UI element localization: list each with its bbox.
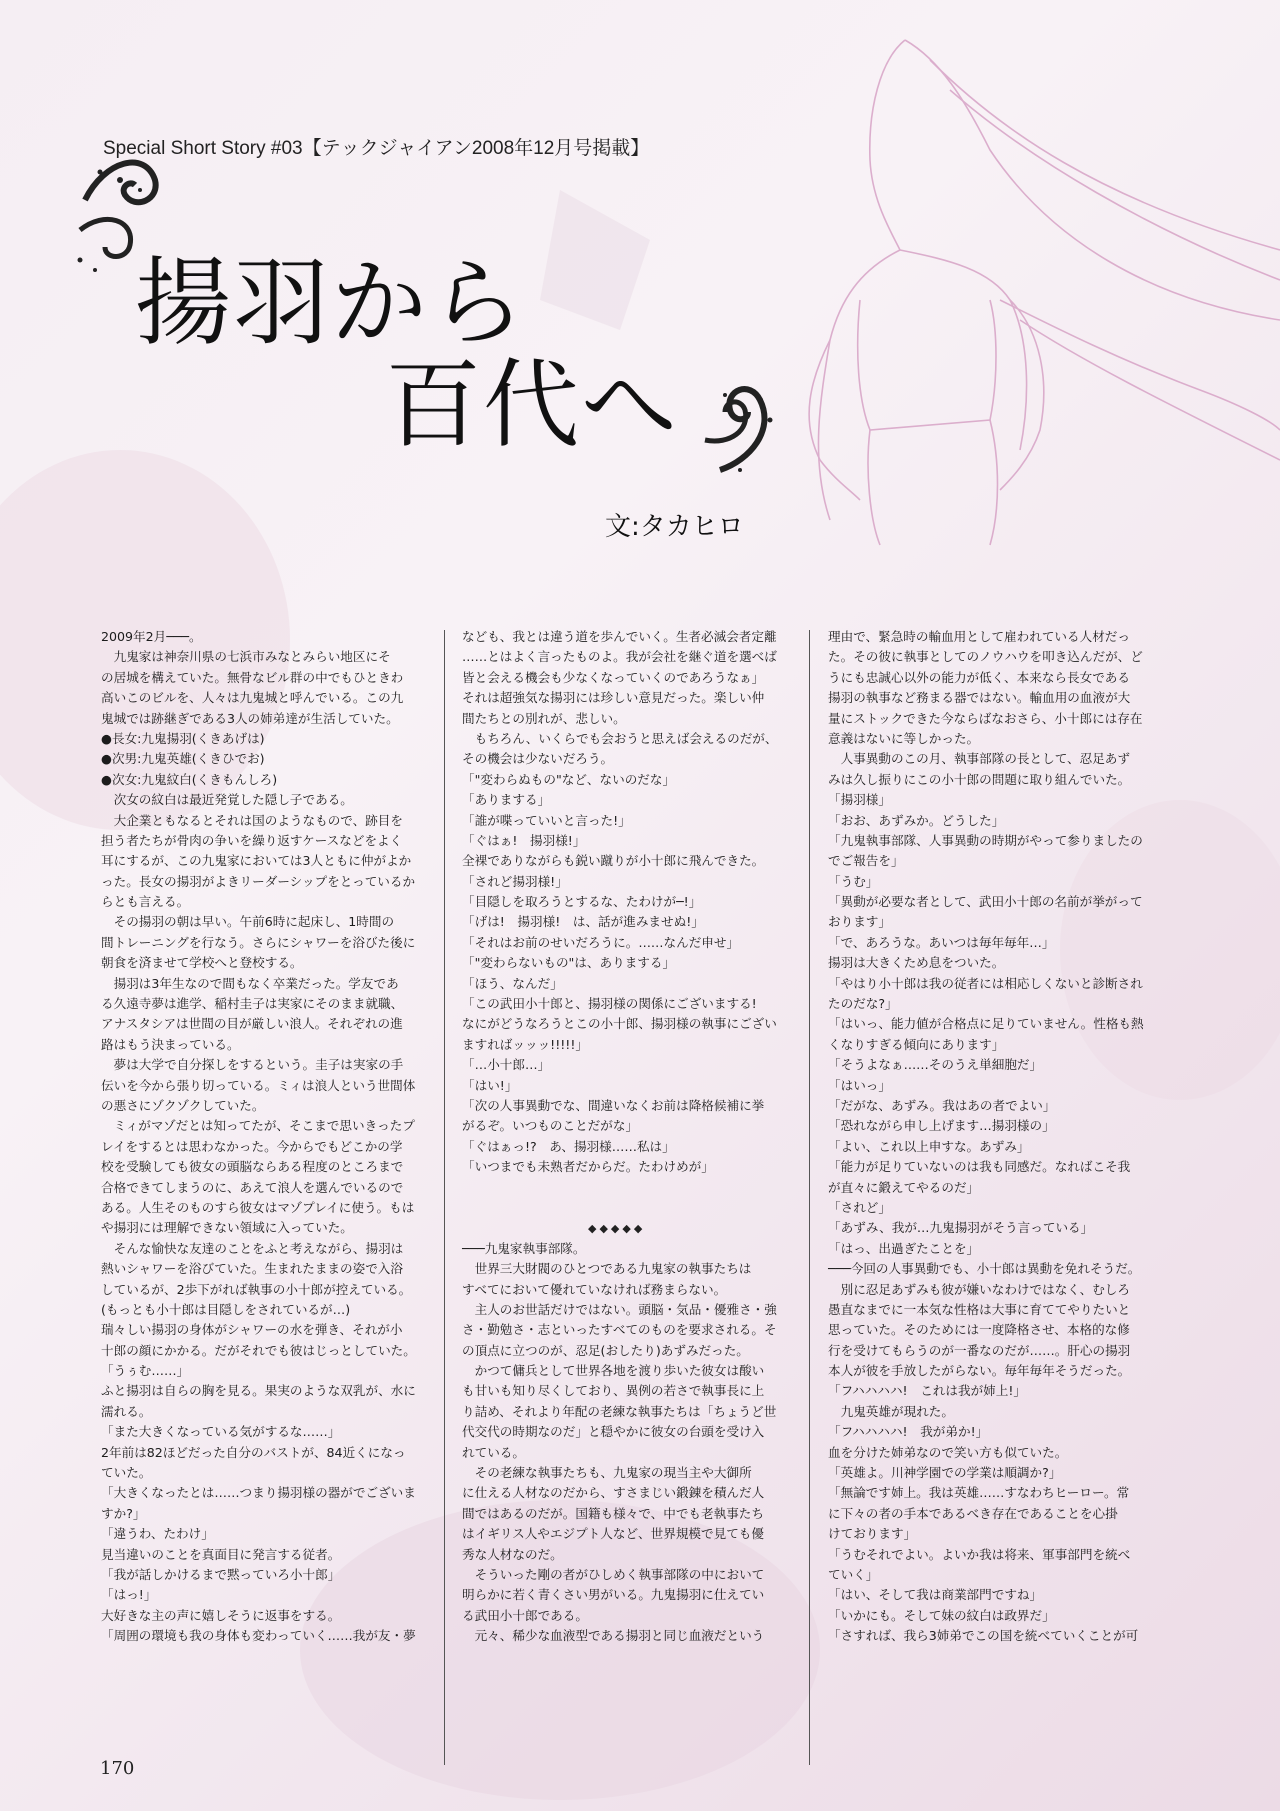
text-line: 担う者たちが骨肉の争いを繰り返すケースなどをよく	[101, 832, 403, 848]
text-line: 「うぅむ……」	[101, 1363, 190, 1379]
author-credit: 文:タカヒロ	[605, 512, 744, 542]
column-divider	[809, 630, 810, 1765]
text-line: 元々、稀少な血液型である揚羽と同じ血液だという	[462, 1628, 765, 1644]
text-line: 「いかにも。そして妹の紋白は政界だ」	[828, 1607, 1055, 1623]
text-line: みは久し振りにこの小十郎の問題に取り組んでいた。	[828, 771, 1131, 787]
text-line: それは超強気な揚羽には珍しい意見だった。楽しい仲	[462, 690, 765, 706]
text-line: た。その彼に執事としてのノウハウを叩き込んだが、ど	[828, 649, 1143, 665]
text-line: 「やはり小十郎は我の従者には相応しくないと診断され	[828, 975, 1143, 991]
text-line: けております」	[828, 1526, 917, 1542]
page-number: 170	[100, 1758, 135, 1779]
text-line: 「この武田小十郎と、揚羽様の関係にございまする!	[462, 996, 757, 1012]
text-column-1	[101, 627, 416, 1647]
text-line: 「次の人事異動でな、間違いなくお前は降格候補に挙	[462, 1097, 765, 1113]
text-line: 耳にするが、この九鬼家においては3人ともに仲がよか	[101, 853, 412, 869]
text-line: がるぞ。いつものことだがな」	[462, 1118, 639, 1134]
text-line: 秀な人材なのだ。	[462, 1546, 563, 1562]
text-line: その揚羽の朝は早い。午前6時に起床し、1時間の	[101, 914, 395, 930]
text-line: 2009年2月───。	[101, 629, 202, 644]
text-line: 「おお、あずみか。どうした」	[828, 812, 1005, 828]
text-line: 別に忍足あずみも彼が嫌いなわけではなく、むしろ	[828, 1281, 1130, 1297]
text-line: った。長女の揚羽がよきリーダーシップをとっているか	[101, 873, 416, 889]
text-line: 「あずみ、我が…九鬼揚羽がそう言っている」	[828, 1220, 1094, 1236]
text-line: の頂点に立つのが、忍足(おしたり)あずみだった。	[462, 1342, 749, 1358]
text-line: 十郎の顔にかかる。だがそれでも彼はじっとしていた。	[101, 1342, 416, 1358]
text-line: 間たちとの別れが、悲しい。	[462, 710, 626, 726]
text-line: 「げは! 揚羽様! は、話が進みませぬ!」	[462, 914, 704, 930]
text-line: 「"変わらないもの"は、ありまする」	[462, 955, 676, 971]
text-line: 「だがな、あずみ。我はあの者でよい」	[828, 1097, 1056, 1113]
text-line	[462, 1178, 726, 1198]
text-line: 「英雄よ。川神学園での学業は順調か?」	[828, 1465, 1062, 1481]
text-line: 「フハハハハ! 我が弟か!」	[828, 1424, 989, 1440]
text-line: の居城を構えていた。無骨なビル群の中でもひときわ	[101, 669, 404, 685]
text-line: 本人が彼を手放したがらない。毎年毎年そうだった。	[828, 1363, 1131, 1379]
text-line: しているが、2歩下がれば執事の小十郎が控えている。	[101, 1281, 412, 1297]
text-line: 世界三大財閥のひとつである九鬼家の執事たちは	[462, 1261, 752, 1277]
text-line: うにも忠誠心以外の能力が低く、本来なら長女である	[828, 669, 1130, 685]
text-line: ていた。	[101, 1465, 152, 1481]
text-line: おります」	[828, 914, 891, 930]
series-label: Special Short Story #03【テックジャイアン2008年12月号掲載】	[103, 138, 650, 159]
text-line: 「目隠しを取ろうとするな、たわけが─!」	[462, 894, 702, 910]
text-line: ───今回の人事異動でも、小十郎は異動を免れそうだ。	[828, 1261, 1141, 1277]
text-line: 九鬼英雄が現れた。	[828, 1403, 954, 1419]
text-line: その老練な執事たちも、九鬼家の現当主や大御所	[462, 1465, 752, 1481]
text-line: 鬼城では跡継ぎである3人の姉弟達が生活していた。	[101, 710, 399, 726]
text-column-3	[828, 627, 1144, 1647]
text-line: 「よい、これ以上申すな。あずみ」	[828, 1138, 1030, 1154]
text-line: ていく」	[828, 1566, 879, 1582]
text-line: 揚羽は大きくため息をついた。	[828, 955, 1005, 971]
text-line: 「はいっ」	[828, 1077, 891, 1093]
text-line: も甘いも知り尽くしており、異例の若さで執事長に上	[462, 1383, 765, 1399]
text-line: 血を分けた姉弟なので笑い方も似ていた。	[828, 1444, 1068, 1460]
text-line: 「周囲の環境も我の身体も変わっていく……我が友・夢	[101, 1628, 416, 1644]
text-line: ───九鬼家執事部隊。	[462, 1240, 586, 1256]
text-line: ……とはよく言ったものよ。我が会社を継ぐ道を選べば	[462, 649, 777, 665]
text-line: に仕える人材なのだから、すさまじい鍛錬を積んだ人	[462, 1485, 765, 1501]
text-line: なども、我とは違う道を歩んでいく。生者必滅会者定離	[462, 629, 777, 644]
text-line: 「揚羽様」	[828, 792, 891, 808]
text-line: 代交代の時期なのだ」と穏やかに彼女の台頭を受け入	[462, 1424, 765, 1440]
text-line: 主人のお世話だけではない。頭脳・気品・優雅さ・強	[462, 1301, 777, 1317]
text-line: 「はい!」	[462, 1077, 518, 1093]
text-line: 「うむ」	[828, 873, 879, 889]
text-column-2	[462, 627, 778, 1647]
text-line: ふと揚羽は自らの胸を見る。果実のような双乳が、水に	[101, 1383, 416, 1399]
section-separator: ◆◆◆◆◆	[588, 1222, 646, 1235]
text-line: でご報告を」	[828, 853, 904, 869]
text-line: レイをするとは思わなかった。今からでもどこかの学	[101, 1138, 403, 1154]
text-line: 「いつまでも未熟者だからだ。たわけめが」	[462, 1159, 714, 1175]
text-line: れている。	[462, 1444, 525, 1460]
text-line: 「はっ!」	[101, 1587, 157, 1603]
text-line: 思っていた。そのためには一度降格させ、本格的な修	[828, 1322, 1130, 1338]
text-line: 朝食を済ませて学校へと登校する。	[101, 955, 303, 971]
text-line: る武田小十郎である。	[462, 1607, 588, 1623]
text-line: ますればッッッ!!!!!」	[462, 1036, 588, 1052]
text-line: 瑞々しい揚羽の身体がシャワーの水を弾き、それが小	[101, 1322, 403, 1338]
text-line: 熱いシャワーを浴びていた。生まれたままの姿で入浴	[101, 1261, 403, 1277]
text-line: 「無論です姉上。我は英雄……すなわちヒーロー。常	[828, 1485, 1130, 1501]
text-line: 伝いを今から張り切っている。ミィは浪人という世間体	[101, 1077, 416, 1093]
text-line: 「さすれば、我ら3姉弟でこの国を統べていくことが可	[828, 1628, 1139, 1644]
text-line: ミィがマゾだとは知ってたが、そこまで思いきったプ	[101, 1118, 415, 1134]
text-line: 「異動が必要な者として、武田小十郎の名前が挙がって	[828, 894, 1143, 910]
text-line: 「はいっ、能力値が合格点に足りていません。性格も熱	[828, 1016, 1144, 1032]
text-line: はイギリス人やエジプト人など、世界規模で見ても優	[462, 1526, 764, 1542]
text-line: かつて傭兵として世界各地を渡り歩いた彼女は酸い	[462, 1363, 765, 1379]
text-line: アナスタシアは世間の目が厳しい浪人。それぞれの進	[101, 1016, 403, 1032]
text-line: その機会は少ないだろう。	[462, 751, 614, 767]
text-line: 「大きくなったとは……つまり揚羽様の器がでございま	[101, 1485, 416, 1501]
text-line: 量にストックできた今ならばなおさら、小十郎には存在	[828, 710, 1143, 726]
text-line: 「能力が足りていないのは我も同感だ。なればこそ我	[828, 1159, 1131, 1175]
story-title-line-2: 百代へ	[385, 349, 679, 461]
text-line: すべてにおいて優れていなければ務まらない。	[462, 1281, 727, 1297]
text-line: ある。人生そのものすら彼女はマゾプレイに使う。もは	[101, 1199, 415, 1215]
text-line: 明らかに若く青くさい男がいる。九鬼揚羽に仕えてい	[462, 1587, 765, 1603]
text-line: 濡れる。	[101, 1403, 152, 1419]
text-line: 「されど揚羽様!」	[462, 873, 568, 889]
text-line: 「うむそれでよい。よいか我は将来、軍事部門を統べ	[828, 1546, 1131, 1562]
text-line: たのだな?」	[828, 996, 898, 1012]
text-line: 「九鬼執事部隊、人事異動の時期がやって参りましたの	[828, 832, 1143, 848]
text-line: 「フハハハハ! これは我が姉上!」	[828, 1383, 1026, 1399]
text-line: の悪さにゾクゾクしていた。	[101, 1097, 265, 1113]
text-line: 人事異動のこの月、執事部隊の長として、忍足あず	[828, 751, 1130, 767]
text-line: 「ぐはぁ! 揚羽様!」	[462, 832, 586, 848]
text-line: 皆と会える機会も少なくなっていくのであろうなぁ」	[462, 669, 765, 685]
story-title-line-1: 揚羽から	[135, 247, 527, 359]
text-line: ●次男:九鬼英雄(くきひでお)	[101, 751, 265, 767]
text-line: 次女の紋白は最近発覚した隠し子である。	[101, 792, 353, 808]
text-line: 高いこのビルを、人々は九鬼城と呼んでいる。この九	[101, 690, 404, 706]
text-line: そういった剛の者がひしめく執事部隊の中において	[462, 1566, 765, 1582]
text-line: 揚羽は3年生なので間もなく卒業だった。学友であ	[101, 975, 399, 991]
text-line: 「ほう、なんだ」	[462, 975, 563, 991]
text-line: 九鬼家は神奈川県の七浜市みなとみらい地区にそ	[101, 649, 391, 665]
text-line: 「また大きくなっている気がするな……」	[101, 1424, 341, 1440]
text-line: 「で、あろうな。あいつは毎年毎年…」	[828, 934, 1055, 950]
text-line: 「恐れながら申し上げます…揚羽様の」	[828, 1118, 1055, 1134]
text-line: 「ぐはぁっ!? あ、揚羽様……私は」	[462, 1138, 675, 1154]
text-line: さ・勤勉さ・志といったすべてのものを要求される。そ	[462, 1322, 777, 1338]
text-line: 「…小十郎…」	[462, 1057, 551, 1073]
text-line: 「はい、そして我は商業部門ですね」	[828, 1587, 1043, 1603]
text-line: 大企業ともなるとそれは国のようなもので、跡目を	[101, 812, 403, 828]
text-line: 校を受験しても彼女の頭脳ならある程度のところまで	[101, 1159, 404, 1175]
text-line: 「違うわ、たわけ」	[101, 1526, 214, 1542]
text-line: 理由で、緊急時の輸血用として雇われている人材だっ	[828, 629, 1130, 644]
text-line: 愚直なまでに一本気な性格は大事に育ててやりたいと	[828, 1301, 1131, 1317]
text-line: に下々の者の手本であるべき存在であることを心掛	[828, 1505, 1118, 1521]
text-line: 大好きな主の声に嬉しそうに返事をする。	[101, 1607, 341, 1623]
text-line: 2年前は82ほどだった自分のバストが、84近くになっ	[101, 1444, 406, 1460]
text-line: もちろん、いくらでも会おうと思えば会えるのだが、	[462, 730, 778, 746]
text-line: 合格できてしまうのに、あえて浪人を選んでいるので	[101, 1179, 404, 1195]
text-line: 意義はないに等しかった。	[828, 730, 980, 746]
text-line: 間トレーニングを行なう。さらにシャワーを浴びた後に	[101, 934, 416, 950]
text-line: 見当違いのことを真面目に発言する従者。	[101, 1546, 341, 1562]
text-line: 夢は大学で自分探しをするという。圭子は実家の手	[101, 1057, 404, 1073]
text-line	[462, 1198, 726, 1218]
text-line: 「我が話しかけるまで黙っていろ小十郎」	[101, 1566, 341, 1582]
text-line: 「はっ、出過ぎたことを」	[828, 1240, 980, 1256]
text-line: 路はもう決まっている。	[101, 1036, 240, 1052]
text-line: り詰め、それより年配の老練な執事たちは「ちょうど世	[462, 1403, 777, 1419]
text-line: ●次女:九鬼紋白(くきもんしろ)	[101, 771, 278, 787]
text-line: なにがどうなろうとこの小十郎、揚羽様の執事にござい	[462, 1016, 777, 1032]
text-line: ●長女:九鬼揚羽(くきあげは)	[101, 730, 265, 746]
text-line: 間ではあるのだが。国籍も様々で、中でも老執事たち	[462, 1505, 764, 1521]
text-line: 「ありまする」	[462, 792, 551, 808]
text-line: 「それはお前のせいだろうに。……なんだ申せ」	[462, 934, 740, 950]
text-line: が直々に鍛えてやるのだ」	[828, 1179, 980, 1195]
text-line: らとも言える。	[101, 894, 190, 910]
text-line: る久遠寺夢は進学、稲村圭子は実家にそのまま就職、	[101, 996, 404, 1012]
text-line: 全裸でありながらも鋭い蹴りが小十郎に飛んできた。	[462, 853, 765, 869]
text-line: や揚羽には理解できない領域に入っていた。	[101, 1220, 353, 1236]
text-line: 「そうよなぁ……そのうえ単細胞だ」	[828, 1057, 1043, 1073]
text-line: 「"変わらぬもの"など、ないのだな」	[462, 771, 676, 787]
text-line: そんな愉快な友達のことをふと考えながら、揚羽は	[101, 1240, 404, 1256]
text-line: 「誰が喋っていいと言った!」	[462, 812, 631, 828]
text-line: (もっとも小十郎は目隠しをされているが…)	[101, 1301, 351, 1317]
text-line: 揚羽の執事など務まる器ではない。輸血用の血液が大	[828, 690, 1131, 706]
column-divider	[444, 630, 445, 1765]
text-line: 「されど」	[828, 1199, 891, 1215]
text-line: 行を受けてもらうのが一番なのだが……。肝心の揚羽	[828, 1342, 1131, 1358]
text-line: くなりすぎる傾向にあります」	[828, 1036, 1005, 1052]
text-line: すか?」	[101, 1505, 146, 1521]
